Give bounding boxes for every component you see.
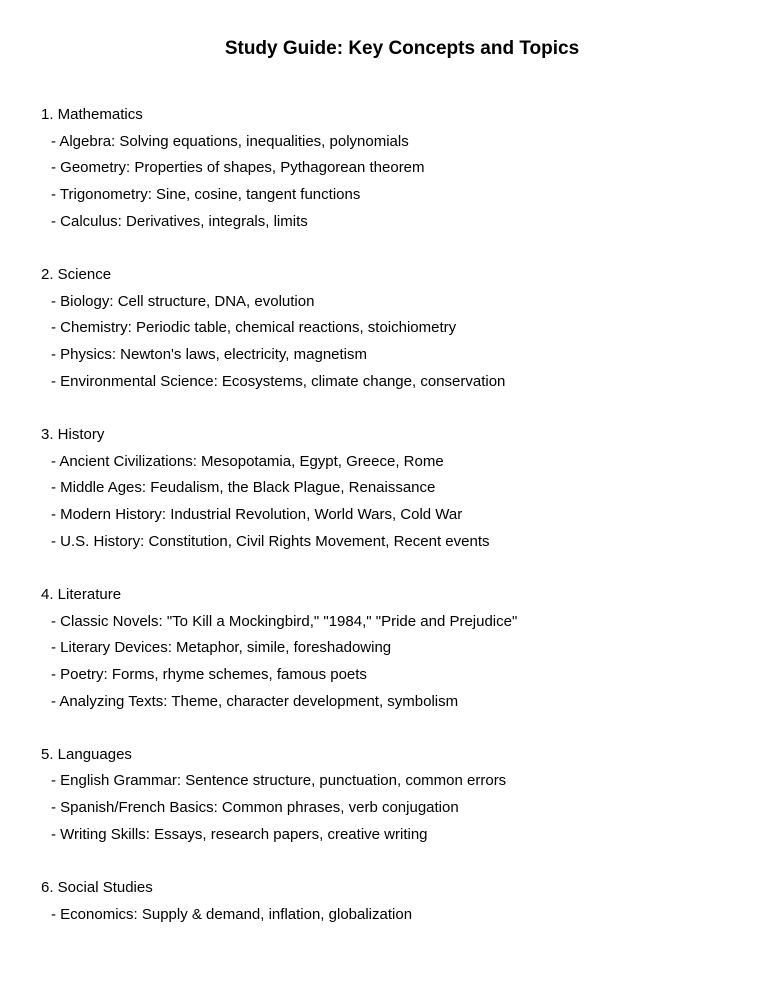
list-item: - Economics: Supply & demand, inflation, globalization [51, 905, 413, 923]
section-science [41, 262, 741, 395]
list-item: - Calculus: Derivatives, integrals, limits [51, 212, 308, 230]
section-heading: 3. History [41, 425, 105, 443]
section-mathematics [41, 102, 741, 235]
section-history [41, 422, 741, 555]
section-social-studies [41, 875, 741, 928]
list-item: - English Grammar: Sentence structure, punctuation, common errors [51, 772, 507, 790]
list-item: - Chemistry: Periodic table, chemical reactions, stoichiometry [51, 319, 457, 337]
list-item: - Physics: Newton's laws, electricity, magnetism [51, 346, 368, 363]
list-item: - Analyzing Texts: Theme, character development, symbolism [51, 692, 459, 710]
list-item: - Environmental Science: Ecosystems, climate change, conservation [51, 372, 506, 390]
section-languages [41, 742, 741, 849]
section-literature [41, 582, 741, 715]
list-item: - Biology: Cell structure, DNA, evolution [51, 292, 315, 310]
list-item: - Literary Devices: Metaphor, simile, foreshadowing [51, 639, 392, 657]
list-item: - Trigonometry: Sine, cosine, tangent functions [51, 186, 361, 204]
list-item: - Poetry: Forms, rhyme schemes, famous poets [51, 665, 367, 683]
list-item: - Modern History: Industrial Revolution, World Wars, Cold War [51, 505, 463, 523]
list-item: - Algebra: Solving equations, inequalities, polynomials [51, 132, 409, 150]
section-heading: 1. Mathematics [41, 106, 143, 123]
list-item: - Classic Novels: "To Kill a Mockingbird," "1984," "Pride and Prejudice" [51, 612, 518, 630]
content-body [41, 102, 741, 955]
list-item: - Writing Skills: Essays, research papers, creative writing [51, 825, 428, 843]
list-item: - Geometry: Properties of shapes, Pythagorean theorem [51, 159, 425, 177]
list-item: - Middle Ages: Feudalism, the Black Plague, Renaissance [51, 479, 436, 497]
section-heading: 4. Literature [41, 585, 122, 603]
list-item: - Spanish/French Basics: Common phrases, verb conjugation [51, 799, 459, 817]
section-heading: 5. Languages [41, 745, 132, 763]
section-heading: 6. Social Studies [41, 879, 153, 896]
list-item: - U.S. History: Constitution, Civil Rights Movement, Recent events [51, 532, 490, 550]
list-item: - Ancient Civilizations: Mesopotamia, Egypt, Greece, Rome [51, 452, 444, 470]
section-heading: 2. Science [41, 265, 112, 283]
page-title: Study Guide: Key Concepts and Topics [224, 38, 580, 59]
